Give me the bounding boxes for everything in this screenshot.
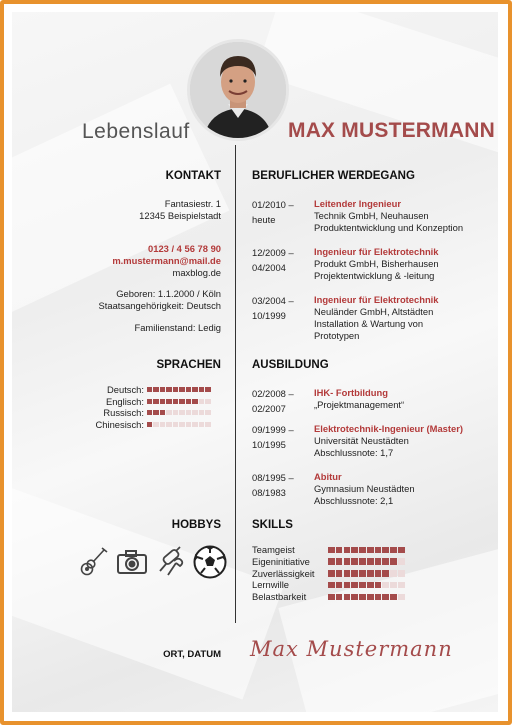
level-segment [375,594,382,601]
education-end-date: 08/1983 [252,487,286,498]
level-segment [173,399,178,404]
nationality-info: Staatsangehörigkeit: Deutsch [98,300,221,311]
level-segment [382,558,389,565]
education-title: Elektrotechnik-Ingenieur (Master) [314,423,463,434]
education-end-date: 02/2007 [252,403,286,414]
level-segment [344,594,351,601]
level-segment [336,594,343,601]
level-segment [359,558,366,565]
experience-end-date: heute [252,214,276,225]
level-segment [186,399,191,404]
level-segment [359,582,366,589]
level-segment [390,547,397,554]
level-segment [160,387,165,392]
level-segment [367,547,374,554]
education-heading: AUSBILDUNG [252,359,329,371]
skill-level-bar [328,582,405,589]
level-segment [166,387,171,392]
document-title: Lebenslauf [82,120,190,143]
cooking-icon [154,545,188,579]
level-segment [398,547,405,554]
contact-web[interactable]: maxblog.de [172,267,221,278]
level-segment [179,387,184,392]
level-segment [192,399,197,404]
experience-end-date: 10/1999 [252,310,286,321]
level-segment [398,594,405,601]
guitar-icon [76,545,110,579]
level-segment [351,547,358,554]
education-institution: Universität Neustädten [314,435,409,446]
level-segment [359,594,366,601]
level-segment [179,399,184,404]
level-segment [173,387,178,392]
level-segment [367,594,374,601]
language-label: Russisch: [103,407,144,418]
level-segment [382,582,389,589]
language-label: Deutsch: [107,384,144,395]
experience-company: Neuländer GmbH, Altstädten [314,306,434,317]
level-segment [328,582,335,589]
education-title: Abitur [314,471,342,482]
level-segment [382,570,389,577]
level-segment [192,410,197,415]
level-segment [205,387,210,392]
level-segment [336,570,343,577]
level-segment [390,558,397,565]
experience-company: Produkt GmbH, Bisherhausen [314,258,439,269]
level-segment [375,582,382,589]
experience-heading: BERUFLICHER WERDEGANG [252,170,415,182]
level-segment [166,410,171,415]
skill-label: Belastbarkeit [252,591,307,603]
level-segment [351,570,358,577]
language-label: Chinesisch: [95,418,144,430]
bg-shape [278,541,498,712]
skill-level-bar [328,547,405,554]
experience-company: Technik GmbH, Neuhausen [314,210,429,221]
experience-title: Leitender Ingenieur [314,198,401,209]
level-segment [186,410,191,415]
experience-start-date: 01/2010 – [252,199,294,210]
level-segment [153,410,158,415]
bg-shape [255,12,498,166]
level-segment [344,547,351,554]
level-segment [160,410,165,415]
level-segment [179,410,184,415]
language-level-bar [147,387,211,392]
experience-title: Ingenieur für Elektrotechnik [314,294,439,305]
level-segment [147,410,152,415]
level-segment [205,399,210,404]
skill-label: Lernwille [252,579,289,591]
level-segment [359,570,366,577]
level-segment [375,547,382,554]
education-grade: Abschlussnote: 1,7 [314,447,394,458]
skill-level-bar [328,558,405,565]
experience-start-date: 03/2004 – [252,295,294,306]
birth-info: Geboren: 1.1.2000 / Köln [116,288,221,299]
education-institution: „Projektmanagement“ [314,399,405,410]
level-segment [153,399,158,404]
level-segment [186,422,191,427]
contact-email[interactable]: m.mustermann@mail.de [112,255,221,266]
skill-label: Eigeninitiative [252,555,310,567]
education-start-date: 08/1995 – [252,472,294,483]
level-segment [336,558,343,565]
education-end-date: 10/1995 [252,439,286,450]
level-segment [328,570,335,577]
skills-heading: SKILLS [252,519,293,531]
language-label: Englisch: [105,395,144,407]
level-segment [382,547,389,554]
place-date-label: ORT, DATUM [163,649,221,660]
level-segment [166,399,171,404]
level-segment [173,410,178,415]
level-segment [390,570,397,577]
experience-description: Projektentwicklung & -leitung [314,270,435,281]
person-name: MAX MUSTERMANN [288,119,495,142]
level-segment [398,558,405,565]
family-status: Familienstand: Ledig [134,322,221,333]
experience-title: Ingenieur für Elektrotechnik [314,246,439,257]
level-segment [344,558,351,565]
education-grade: Abschlussnote: 2,1 [314,495,394,506]
contact-heading: KONTAKT [165,170,221,182]
column-divider [235,145,236,623]
level-segment [375,558,382,565]
education-title: IHK- Fortbildung [314,387,388,398]
level-segment [398,582,405,589]
level-segment [192,422,197,427]
education-institution: Gymnasium Neustädten [314,483,415,494]
level-segment [147,399,152,404]
level-segment [351,558,358,565]
level-segment [160,399,165,404]
level-segment [173,422,178,427]
level-segment [153,387,158,392]
level-segment [351,594,358,601]
language-level-bar [147,399,211,404]
skill-level-bar [328,594,405,601]
level-segment [359,547,366,554]
bg-shape [12,484,283,699]
level-segment [328,594,335,601]
languages-heading: SPRACHEN [156,359,221,371]
level-segment [160,422,165,427]
level-segment [398,570,405,577]
soccer-ball-icon [192,544,228,580]
level-segment [344,582,351,589]
level-segment [205,422,210,427]
level-segment [199,422,204,427]
level-segment [375,570,382,577]
profile-photo [187,39,289,141]
level-segment [367,582,374,589]
level-segment [166,422,171,427]
skill-level-bar [328,570,405,577]
contact-street: Fantasiestr. 1 [164,198,221,209]
level-segment [336,547,343,554]
experience-start-date: 12/2009 – [252,247,294,258]
level-segment [192,387,197,392]
education-start-date: 09/1999 – [252,424,294,435]
contact-city: 12345 Beispielstadt [139,210,221,221]
experience-description: Installation & Wartung von [314,318,424,329]
skill-label: Zuverlässigkeit [252,567,315,579]
level-segment [186,387,191,392]
level-segment [205,410,210,415]
hobbies-heading: HOBBYS [171,519,221,531]
signature: Max Mustermann [250,637,453,661]
language-level-bar [147,422,211,427]
level-segment [336,582,343,589]
experience-description: Produktentwicklung und Konzeption [314,222,464,233]
level-segment [147,387,152,392]
experience-description: Prototypen [314,330,360,341]
resume-page [12,12,498,712]
experience-end-date: 04/2004 [252,262,286,273]
level-segment [367,558,374,565]
education-start-date: 02/2008 – [252,388,294,399]
language-level-bar [147,410,211,415]
contact-phone: 0123 / 4 56 78 90 [148,243,221,254]
level-segment [382,594,389,601]
level-segment [147,422,152,427]
level-segment [344,570,351,577]
level-segment [199,410,204,415]
level-segment [390,582,397,589]
level-segment [367,570,374,577]
skill-label: Teamgeist [252,544,295,555]
level-segment [199,387,204,392]
level-segment [179,422,184,427]
level-segment [390,594,397,601]
camera-icon [115,545,149,579]
level-segment [351,582,358,589]
level-segment [328,547,335,554]
level-segment [153,422,158,427]
level-segment [199,399,204,404]
level-segment [328,558,335,565]
